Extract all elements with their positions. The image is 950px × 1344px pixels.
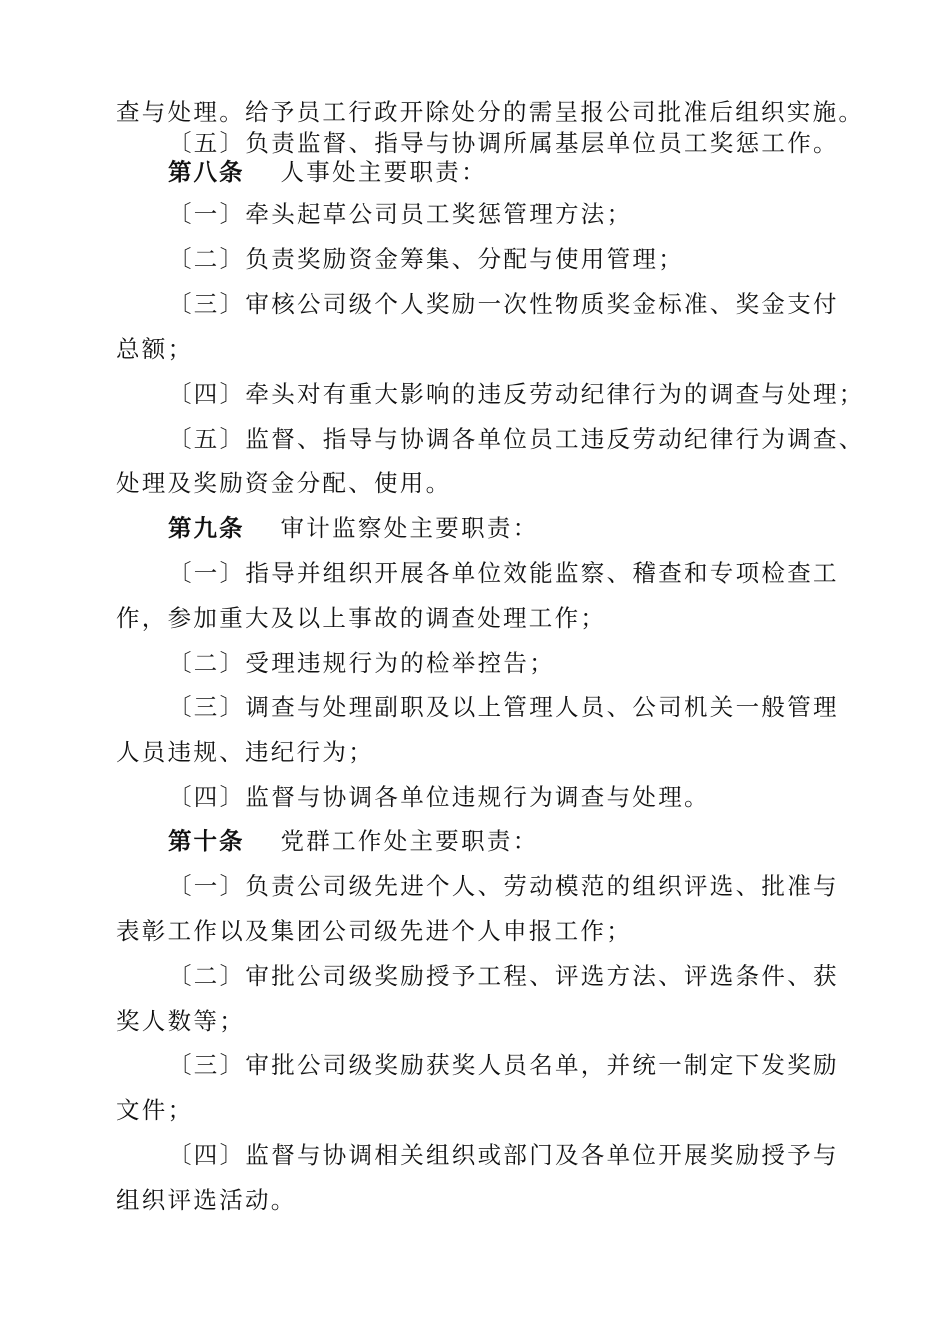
paragraph-line: 奖人数等； <box>116 1007 245 1035</box>
paragraph-line: 表彰工作以及集团公司级先进个人申报工作； <box>116 917 632 945</box>
article-number: 第八条 <box>168 158 245 186</box>
paragraph-line: 人员违规、违纪行为； <box>116 738 374 766</box>
paragraph-line: 〔二〕受理违规行为的检举控告； <box>168 649 555 677</box>
paragraph-line: 〔一〕负责公司级先进个人、劳动模范的组织评选、批准与 <box>168 872 839 900</box>
article-heading-8 <box>168 157 487 187</box>
paragraph-line: 处理及奖励资金分配、使用。 <box>116 469 452 497</box>
paragraph-line: 〔三〕审批公司级奖励获奖人员名单，并统一制定下发奖励 <box>168 1051 839 1079</box>
paragraph-line: 〔五〕负责监督、指导与协调所属基层单位员工奖惩工作。 <box>168 129 839 157</box>
paragraph-line: 〔三〕调查与处理副职及以上管理人员、公司机关一般管理 <box>168 693 839 721</box>
paragraph-line: 文件； <box>116 1096 194 1124</box>
article-title: 审计监察处主要职责： <box>280 514 539 542</box>
paragraph-line: 总额； <box>116 335 194 363</box>
paragraph-line: 查与处理。给予员工行政开除处分的需呈报公司批准后组织实施。 <box>116 98 865 126</box>
article-title: 党群工作处主要职责： <box>280 827 539 855</box>
article-heading-9 <box>168 513 539 543</box>
article-number: 第十条 <box>168 827 245 855</box>
paragraph-line: 〔四〕牵头对有重大影响的违反劳动纪律行为的调查与处理； <box>168 380 865 408</box>
paragraph-line: 〔四〕监督与协调各单位违规行为调查与处理。 <box>168 783 710 811</box>
paragraph-line: 〔二〕负责奖励资金筹集、分配与使用管理； <box>168 245 684 273</box>
paragraph-line: 作，参加重大及以上事故的调查处理工作； <box>116 604 607 632</box>
paragraph-line: 〔一〕牵头起草公司员工奖惩管理方法； <box>168 200 633 228</box>
paragraph-line: 〔三〕审核公司级个人奖励一次性物质奖金标准、奖金支付 <box>168 290 839 318</box>
paragraph-line: 〔五〕监督、指导与协调各单位员工违反劳动纪律行为调查、 <box>168 425 865 453</box>
paragraph-line: 〔一〕指导并组织开展各单位效能监察、稽查和专项检查工 <box>168 559 839 587</box>
article-number: 第九条 <box>168 514 245 542</box>
article-title: 人事处主要职责： <box>280 158 487 186</box>
paragraph-line: 组织评选活动。 <box>116 1186 297 1214</box>
article-heading-10 <box>168 826 539 856</box>
paragraph-line: 〔四〕监督与协调相关组织或部门及各单位开展奖励授予与 <box>168 1141 839 1169</box>
paragraph-line: 〔二〕审批公司级奖励授予工程、评选方法、评选条件、获 <box>168 962 839 990</box>
